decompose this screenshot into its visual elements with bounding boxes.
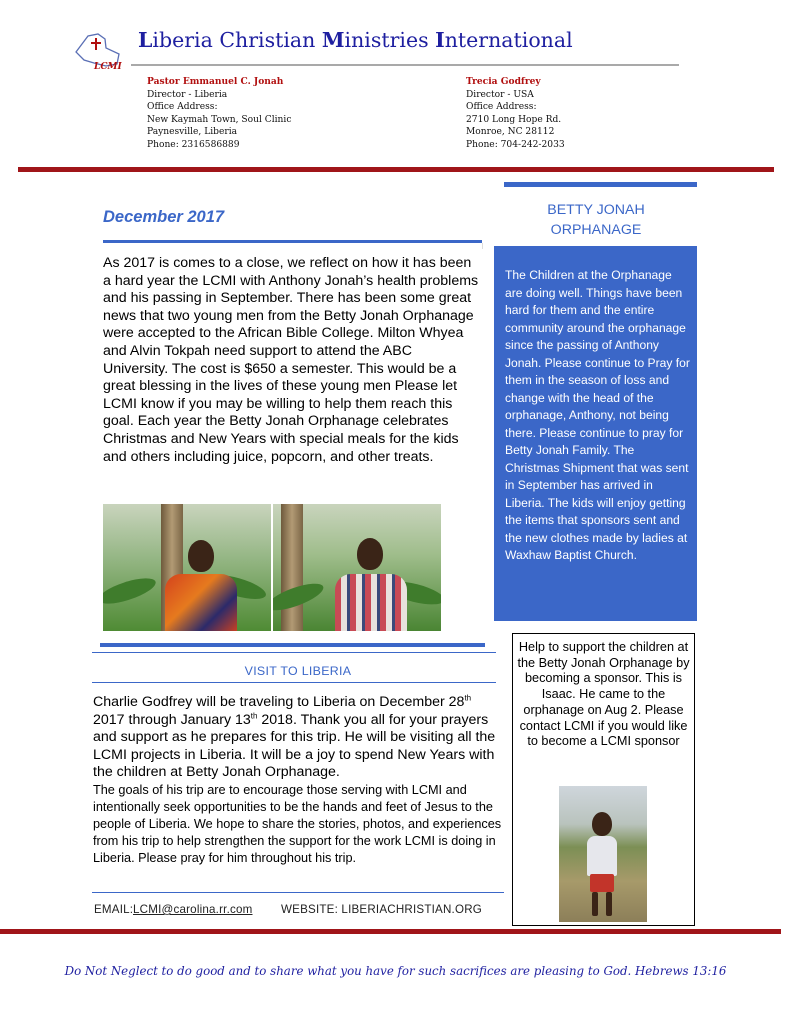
contact-role: Director - USA xyxy=(466,89,534,100)
contact-address-line: New Kaymah Town, Soul Clinic xyxy=(147,114,292,125)
divider-tick xyxy=(482,243,483,249)
visit-bottom-rule xyxy=(92,682,496,683)
contact-liberia xyxy=(147,76,291,152)
visit-top-rule xyxy=(92,652,496,653)
email-label: EMAIL: xyxy=(94,903,134,916)
contact-role: Director - Liberia xyxy=(147,89,228,100)
sidebar-top-bar xyxy=(504,182,697,187)
scripture-quote: Do Not Neglect to do good and to share what you have for such sacrifices are pleasing to God. Hebrews 13:16 xyxy=(64,964,727,978)
contact-address-line: Paynesville, Liberia xyxy=(147,127,238,138)
visit-title: VISIT TO LIBERIA xyxy=(244,664,352,678)
visit-paragraph-2: The goals of his trip are to encourage those serving with LCMI and intentionally seek opportunities to be the hands and feet of Jesus to the people of Liberia. We hope to share the stories, photos, and experiences from his trip to help strengthen the support for the work LCMI is doing in Liberia. Please pray for him throughout his trip. xyxy=(93,782,502,865)
top-red-rule xyxy=(18,167,774,172)
contact-phone: Phone: 704-242-2033 xyxy=(466,139,565,150)
header-divider xyxy=(131,64,679,66)
contact-address-line: 2710 Long Hope Rd. xyxy=(466,114,562,125)
month-underline xyxy=(103,240,482,243)
section-divider xyxy=(100,643,485,647)
svg-text:LCMI: LCMI xyxy=(94,62,122,72)
visit-article xyxy=(93,694,503,867)
contact-name: Trecia Godfrey xyxy=(466,76,541,87)
contact-name: Pastor Emmanuel C. Jonah xyxy=(147,76,284,87)
bottom-red-rule xyxy=(0,929,781,934)
visit-paragraph-1: Charlie Godfrey will be traveling to Liberia on December 28th 2017 through January 13th 2018. Thank you all for your prayers and support as he prepares for this trip. He will be visiting all the LCMI projects in Liberia. It will be a joy to spend New Years with the children at Betty Jonah Orphanage. xyxy=(93,693,496,780)
footer-top-rule xyxy=(92,892,504,893)
contact-address-label: Office Address: xyxy=(147,102,218,113)
sidebar-title: BETTY JONAH ORPHANAGE xyxy=(547,202,645,238)
contact-phone: Phone: 2316586889 xyxy=(147,139,240,150)
lcmi-logo xyxy=(70,30,128,74)
email-link[interactable]: LCMI@carolina.rr.com xyxy=(133,903,253,916)
sponsor-text: Help to support the children at the Betty Jonah Orphanage by becoming a sponsor. This is Isaac. He came to the orphanage on Aug 2. Please contact LCMI if you would like to become a LCMI sponsor xyxy=(517,640,690,749)
isaac-photo xyxy=(559,786,647,922)
main-article: As 2017 is comes to a close, we reflect on how it has been a hard year the LCMI with Anthony Jonah’s health problems and his passing in September. There has been some great news that two young men from the Betty Jonah Orphanage were accepted to the African Bible College. Milton Whyea and Alvin Tokpah need support to attend the ABC University. The cost is $650 a semester. This would be a great blessing in the lives of these young men Please let LCMI know if you may be willing to help them reach this goal. Each year the Betty Jonah Orphanage celebrates Christmas and New Years with special meals for the kids and others including juice, popcorn, and other treats. xyxy=(103,255,479,465)
student-photo-2 xyxy=(273,504,441,631)
contact-address-line: Monroe, NC 28112 xyxy=(466,127,555,138)
student-photo-1 xyxy=(103,504,271,631)
sidebar-text: The Children at the Orphanage are doing well. Things have been hard for them and the entire community around the orphanage since the passing of Anthony Jonah. Please continue to Pray for them in the season of loss and change with the head of the orphanage, Anthony, not being there. Please continue to pray for Betty Jonah Family. The Christmas Shipment that was sent in September has arrived in Liberia. The kids will enjoy getting the items that sponsors sent and the new clothes made by ladies at Waxhaw Baptist Church. xyxy=(505,268,690,562)
contact-address-label: Office Address: xyxy=(466,102,537,113)
newsletter-month: December 2017 xyxy=(103,208,225,226)
website-link[interactable]: WEBSITE: LIBERIACHRISTIAN.ORG xyxy=(281,903,482,916)
organization-title: Liberia Christian Ministries International xyxy=(138,28,573,52)
contact-usa xyxy=(466,76,565,152)
